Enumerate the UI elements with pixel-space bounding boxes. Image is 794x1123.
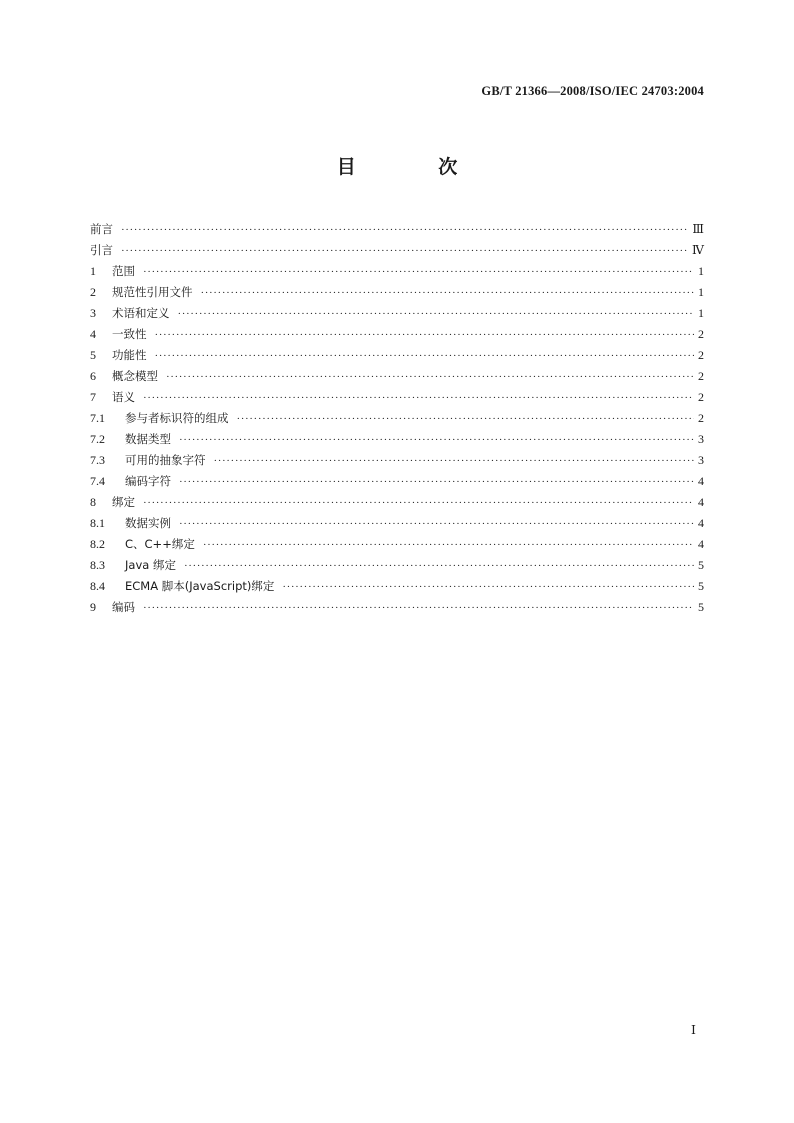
toc-dot-leader (155, 325, 695, 346)
toc-entry-page: 1 (698, 264, 704, 278)
toc-entry-label: 语义 (112, 390, 135, 404)
toc-entry-number: 8.1 (90, 516, 105, 530)
toc-entry-number: 8.3 (90, 558, 105, 572)
toc-entry-number: 7.1 (90, 411, 105, 425)
toc-dot-leader (178, 304, 695, 325)
toc-dot-leader (203, 535, 694, 556)
toc-dot-leader (121, 241, 688, 262)
toc-entry-number: 1 (90, 264, 96, 278)
toc-entry-number: 8.4 (90, 579, 105, 593)
toc-dot-leader (143, 598, 694, 619)
toc-entry[interactable] (90, 219, 704, 240)
toc-entry-page: 4 (698, 474, 704, 488)
toc-entry-number: 7.2 (90, 432, 105, 446)
toc-entry-page: 3 (698, 453, 704, 467)
toc-dot-leader (143, 262, 694, 283)
toc-entry-number: 7.3 (90, 453, 105, 467)
toc-entry-page: 4 (698, 516, 704, 530)
toc-entry-number: 4 (90, 327, 96, 341)
toc-dot-leader (166, 367, 694, 388)
toc-entry-label: 功能性 (112, 348, 147, 362)
toc-entry[interactable] (90, 429, 704, 450)
toc-entry[interactable] (90, 597, 704, 618)
toc-entry-page: 2 (698, 327, 704, 341)
toc-entry[interactable] (90, 240, 704, 261)
toc-entry-page: 1 (698, 285, 704, 299)
toc-dot-leader (179, 514, 694, 535)
toc-dot-leader (184, 556, 694, 577)
toc-dot-leader (143, 493, 694, 514)
toc-entry-label: 可用的抽象字符 (125, 453, 206, 467)
toc-dot-leader (179, 430, 694, 451)
toc-entry-label: 概念模型 (112, 369, 158, 383)
toc-entry[interactable] (90, 576, 704, 597)
toc-dot-leader (143, 388, 694, 409)
standard-number-header: GB/T 21366—2008/ISO/IEC 24703:2004 (481, 84, 704, 98)
toc-entry-label: 范围 (112, 264, 135, 278)
toc-entry-label: 绑定 (112, 495, 135, 509)
toc-entry-page: 2 (698, 369, 704, 383)
toc-entry-page: Ⅲ (692, 222, 704, 236)
toc-entry-page: 5 (698, 558, 704, 572)
toc-entry-label: Java 绑定 (125, 558, 176, 572)
toc-entry[interactable] (90, 492, 704, 513)
toc-entry-number: 8 (90, 495, 96, 509)
toc-entry[interactable] (90, 366, 704, 387)
toc-entry-page: 4 (698, 537, 704, 551)
toc-entry-number: 6 (90, 369, 96, 383)
toc-entry-number: 5 (90, 348, 96, 362)
toc-entry[interactable] (90, 387, 704, 408)
toc-entry-label: ECMA 脚本(JavaScript)绑定 (125, 579, 275, 593)
toc-entry-page: Ⅳ (692, 243, 704, 257)
toc-dot-leader (214, 451, 695, 472)
toc-entry[interactable] (90, 345, 704, 366)
table-of-contents (90, 219, 704, 618)
toc-entry-label: 一致性 (112, 327, 147, 341)
toc-entry[interactable] (90, 324, 704, 345)
toc-entry-label: 参与者标识符的组成 (125, 411, 229, 425)
toc-entry-label: C、C++绑定 (125, 537, 195, 551)
toc-entry[interactable] (90, 450, 704, 471)
toc-entry-label: 编码字符 (125, 474, 171, 488)
toc-entry[interactable] (90, 534, 704, 555)
toc-dot-leader (201, 283, 695, 304)
toc-entry-label: 数据实例 (125, 516, 171, 530)
toc-entry[interactable] (90, 303, 704, 324)
toc-entry-page: 5 (698, 600, 704, 614)
toc-entry-page: 2 (698, 390, 704, 404)
toc-dot-leader (282, 577, 694, 598)
toc-entry[interactable] (90, 261, 704, 282)
toc-entry[interactable] (90, 513, 704, 534)
toc-dot-leader (155, 346, 695, 367)
toc-entry-label: 数据类型 (125, 432, 171, 446)
toc-entry-page: 3 (698, 432, 704, 446)
page-title: 目 次 (336, 156, 496, 178)
toc-entry-number: 7 (90, 390, 96, 404)
toc-entry-label: 引言 (90, 243, 113, 257)
toc-entry-label: 前言 (90, 222, 113, 236)
toc-entry-label: 编码 (112, 600, 135, 614)
toc-entry-page: 1 (698, 306, 704, 320)
toc-entry[interactable] (90, 282, 704, 303)
page-number: Ⅰ (691, 1023, 696, 1037)
toc-entry-number: 8.2 (90, 537, 105, 551)
toc-entry-page: 4 (698, 495, 704, 509)
toc-entry-number: 9 (90, 600, 96, 614)
toc-dot-leader (237, 409, 695, 430)
toc-dot-leader (179, 472, 694, 493)
toc-entry-label: 术语和定义 (112, 306, 170, 320)
toc-entry[interactable] (90, 555, 704, 576)
toc-entry-page: 5 (698, 579, 704, 593)
toc-entry-number: 3 (90, 306, 96, 320)
toc-entry-page: 2 (698, 411, 704, 425)
toc-entry-number: 7.4 (90, 474, 105, 488)
toc-entry[interactable] (90, 471, 704, 492)
toc-entry-page: 2 (698, 348, 704, 362)
toc-entry[interactable] (90, 408, 704, 429)
toc-entry-label: 规范性引用文件 (112, 285, 193, 299)
toc-entry-number: 2 (90, 285, 96, 299)
toc-dot-leader (121, 220, 688, 241)
